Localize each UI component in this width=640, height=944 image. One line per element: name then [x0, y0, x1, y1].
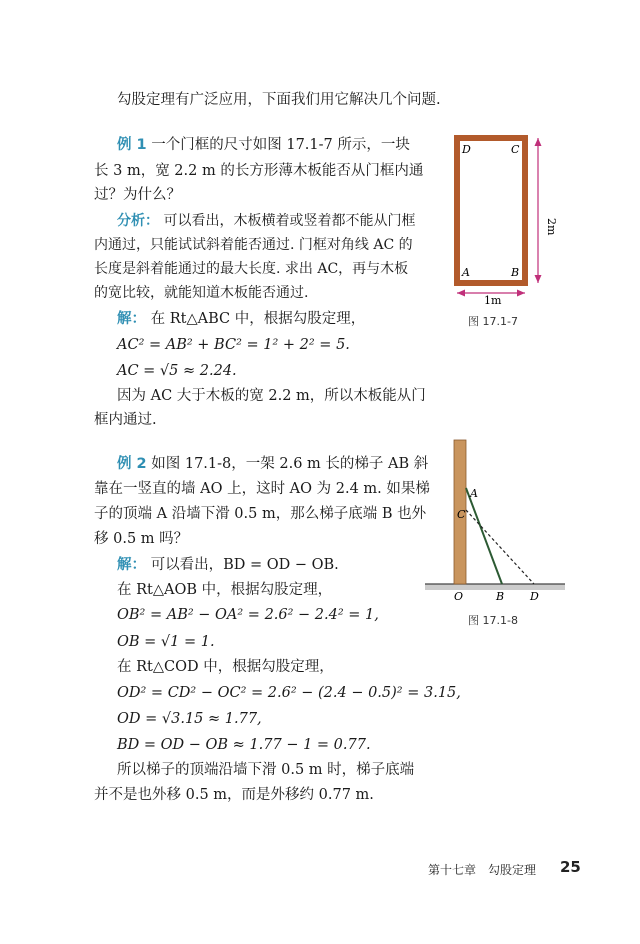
solution-text1: 在 Rt△ABC 中，根据勾股定理， — [150, 311, 366, 327]
door-frame — [457, 138, 525, 283]
example2-s6: OD² = CD² − OC² = 2.6² − (2.4 − 0.5)² = 3.15, — [117, 685, 461, 701]
label-A: A — [462, 266, 470, 279]
label-B: B — [511, 266, 520, 279]
ladder-CD — [466, 510, 534, 584]
example1-solution-line1 — [117, 310, 365, 328]
example2-s4: OB = √1 = 1. — [117, 634, 215, 650]
height-arrow-top — [535, 138, 542, 146]
label-O: O — [454, 590, 464, 603]
example2-line1 — [117, 455, 428, 473]
height-arrow-bottom — [535, 275, 542, 283]
analysis-label: 分析： — [117, 213, 159, 229]
label-C-ladder: C — [457, 508, 466, 521]
label-D-ladder: D — [530, 590, 539, 603]
example2-s2: 在 Rt△AOB 中，根据勾股定理， — [117, 582, 333, 598]
example2-s10: 并不是也外移 0.5 m，而是外移约 0.77 m. — [94, 787, 374, 803]
example1-analysis-line2: 内通过，只能试试斜着能否通过. 门框对角线 AC 的 — [94, 237, 413, 253]
label-A-ladder: A — [470, 487, 478, 500]
solution-label: 解： — [117, 311, 146, 327]
solution2-text1: 可以看出，BD = OD − OB. — [150, 557, 339, 573]
door-frame-figure — [445, 128, 565, 328]
example1-analysis-line3: 长度是斜着能通过的最大长度. 求出 AC，再与木板 — [94, 261, 409, 277]
example2-label: 例 2 — [117, 456, 147, 472]
example2-line3: 子的顶端 A 沿墙下滑 0.5 m，那么梯子底端 B 也外 — [94, 506, 427, 522]
example2-text1: 如图 17.1-8，一架 2.6 m 长的梯子 AB 斜 — [151, 456, 429, 472]
analysis-text1: 可以看出，木板横着或竖着都不能从门框 — [163, 213, 416, 229]
width-label: 1m — [484, 294, 502, 307]
example1-line2: 长 3 m，宽 2.2 m 的长方形薄木板能否从门框内通 — [94, 163, 424, 179]
example1-eq1: AC² = AB² + BC² = 1² + 2² = 5. — [117, 337, 350, 353]
example1-eq2: AC = √5 ≈ 2.24. — [117, 363, 237, 379]
example1-line3: 过？为什么？ — [94, 187, 181, 203]
page-number: 25 — [560, 858, 581, 876]
intro-text: 勾股定理有广泛应用，下面我们用它解决几个问题. — [117, 92, 441, 108]
example1-text1: 一个门框的尺寸如图 17.1-7 所示，一块 — [151, 137, 410, 153]
example2-line4: 移 0.5 m 吗？ — [94, 531, 189, 547]
ladder-figure — [420, 440, 570, 620]
example2-s9: 所以梯子的顶端沿墙下滑 0.5 m 时，梯子底端 — [117, 762, 415, 778]
figure2-caption: 图 17.1-8 — [468, 614, 518, 627]
width-arrow-left — [457, 290, 465, 297]
example2-s3: OB² = AB² − OA² = 2.6² − 2.4² = 1, — [117, 607, 379, 623]
width-arrow-right — [517, 290, 525, 297]
ladder-AB — [466, 488, 502, 584]
example1-analysis-line1 — [117, 212, 415, 230]
example2-line2: 靠在一竖直的墙 AO 上，这时 AO 为 2.4 m. 如果梯 — [94, 481, 430, 497]
solution2-label: 解： — [117, 557, 146, 573]
example1-conclusion2: 框内通过. — [94, 412, 157, 428]
example2-s8: BD = OD − OB ≈ 1.77 − 1 = 0.77. — [117, 737, 371, 753]
example1-analysis-line4: 的宽比较，就能知道木板能否通过. — [94, 285, 309, 301]
figure1-caption: 图 17.1-7 — [468, 315, 518, 328]
label-B-ladder: B — [496, 590, 505, 603]
label-C: C — [511, 143, 520, 156]
example2-solution-line1 — [117, 556, 339, 574]
footer-chapter: 第十七章 勾股定理 — [428, 863, 537, 877]
example1-conclusion1: 因为 AC 大于木板的宽 2.2 m，所以木板能从门 — [117, 388, 426, 404]
ground — [425, 584, 565, 590]
example2-s7: OD = √3.15 ≈ 1.77, — [117, 711, 262, 727]
example1-label: 例 1 — [117, 137, 147, 153]
example1-line1 — [117, 136, 410, 154]
label-D: D — [462, 143, 471, 156]
example2-s5: 在 Rt△COD 中，根据勾股定理， — [117, 659, 334, 675]
height-label: 2m — [545, 218, 558, 236]
